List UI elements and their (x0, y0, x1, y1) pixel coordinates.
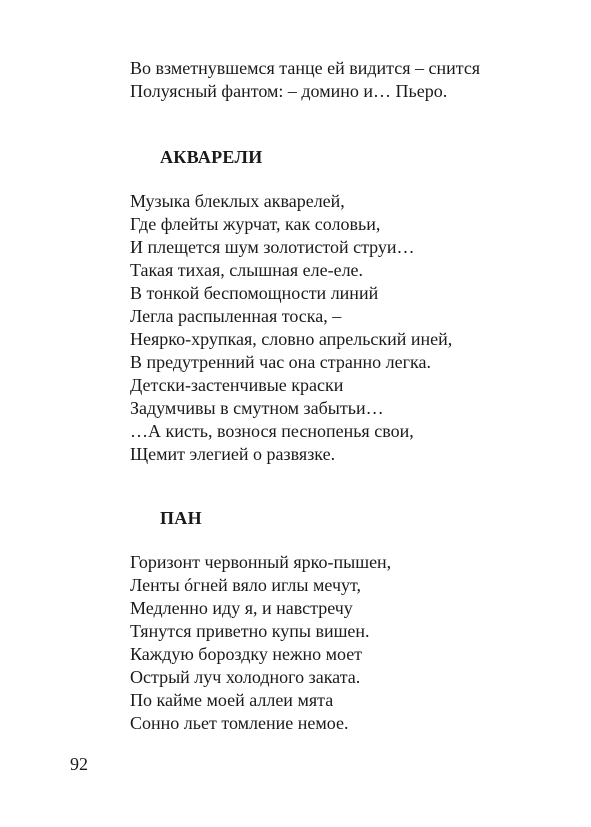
poem-line: Музыка блеклых акварелей, (130, 191, 345, 211)
poem-line: Легла распыленная тоска, – (130, 306, 342, 326)
intro-line: Во взметнувшемся танце ей видится – снится (130, 58, 481, 78)
poem-line: Где флейты журчат, как соловьи, (130, 214, 381, 234)
poem-line: И плещется шум золотистой струи… (130, 237, 415, 257)
poem-line: Ленты óгней вяло иглы мечут, (130, 575, 362, 595)
poem-line: Такая тихая, слышная еле-еле. (130, 260, 364, 280)
poem-line: В тонкой беспомощности линий (130, 283, 379, 303)
poem-line: Каждую бороздку нежно моет (130, 644, 363, 664)
poem-line: Детски-застенчивые краски (130, 375, 344, 395)
poem-line: Неярко-хрупкая, словно апрельский иней, (130, 329, 453, 349)
poem-title: АКВАРЕЛИ (160, 147, 263, 167)
poem-line: По кайме моей аллеи мята (130, 690, 334, 710)
poem-line: …А кисть, вознося песнопенья свои, (130, 421, 414, 441)
poem-line: Острый луч холодного заката. (130, 667, 361, 687)
poem-line: Тянутся приветно купы вишен. (130, 621, 370, 641)
poem-line: В предутренний час она странно легка. (130, 352, 431, 372)
poem-line: Горизонт червонный ярко-пышен, (130, 552, 392, 572)
poem-line: Сонно льет томление немое. (130, 713, 349, 733)
poem-line: Щемит элегией о развязке. (130, 444, 336, 464)
poem-title: ПАН (160, 508, 202, 528)
poem-line: Медленно иду я, и навстречу (130, 598, 353, 618)
poem-line: Задумчивы в смутном забытьи… (130, 398, 384, 418)
intro-line: Полуясный фантом: – домино и… Пьеро. (130, 81, 448, 101)
page-number: 92 (70, 754, 88, 774)
